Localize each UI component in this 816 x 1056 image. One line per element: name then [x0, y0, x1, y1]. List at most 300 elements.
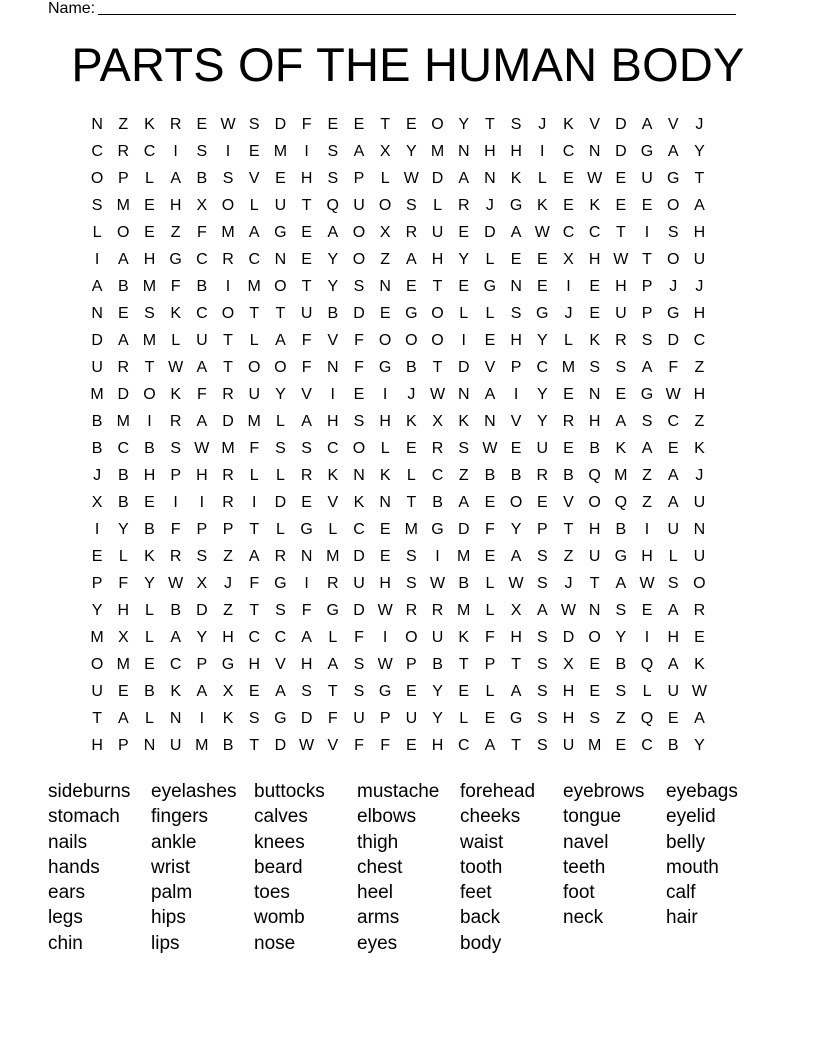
- grid-letter[interactable]: C: [693, 332, 706, 349]
- grid-letter[interactable]: L: [145, 629, 154, 646]
- grid-letter[interactable]: A: [327, 224, 339, 241]
- grid-letter[interactable]: A: [510, 224, 522, 241]
- grid-letter[interactable]: A: [301, 413, 312, 430]
- grid-letter[interactable]: S: [536, 710, 548, 727]
- grid-letter[interactable]: J: [93, 467, 102, 484]
- grid-letter[interactable]: S: [327, 143, 339, 160]
- grid-letter[interactable]: I: [540, 143, 545, 160]
- grid-letter[interactable]: T: [511, 737, 521, 754]
- grid-letter[interactable]: T: [380, 116, 391, 133]
- grid-letter[interactable]: J: [695, 116, 704, 133]
- grid-letter[interactable]: B: [196, 278, 208, 295]
- grid-letter[interactable]: U: [353, 197, 365, 214]
- grid-letter[interactable]: D: [117, 386, 130, 403]
- grid-letter[interactable]: E: [563, 170, 574, 187]
- grid-letter[interactable]: P: [196, 521, 208, 538]
- grid-letter[interactable]: F: [380, 737, 391, 754]
- grid-letter[interactable]: J: [564, 305, 573, 322]
- grid-letter[interactable]: R: [222, 467, 234, 484]
- grid-letter[interactable]: M: [457, 548, 471, 565]
- grid-letter[interactable]: A: [615, 575, 627, 592]
- grid-letter[interactable]: X: [379, 143, 391, 160]
- grid-letter[interactable]: G: [536, 305, 549, 322]
- grid-letter[interactable]: S: [275, 602, 286, 619]
- grid-letter[interactable]: A: [694, 197, 705, 214]
- grid-letter[interactable]: D: [222, 413, 234, 430]
- grid-letter[interactable]: B: [510, 467, 522, 484]
- grid-letter[interactable]: M: [221, 440, 235, 457]
- grid-letter[interactable]: E: [406, 278, 417, 295]
- grid-letter[interactable]: E: [248, 143, 260, 160]
- grid-letter[interactable]: O: [274, 278, 287, 295]
- grid-letter[interactable]: R: [536, 467, 549, 484]
- grid-letter[interactable]: A: [248, 224, 260, 241]
- grid-letter[interactable]: D: [484, 224, 496, 241]
- grid-letter[interactable]: T: [432, 359, 443, 376]
- grid-letter[interactable]: K: [458, 413, 470, 430]
- grid-letter[interactable]: B: [144, 521, 155, 538]
- grid-letter[interactable]: E: [144, 197, 155, 214]
- grid-letter[interactable]: S: [589, 359, 600, 376]
- grid-letter[interactable]: L: [145, 710, 154, 727]
- grid-letter[interactable]: F: [301, 116, 312, 133]
- grid-letter[interactable]: H: [431, 737, 444, 754]
- grid-letter[interactable]: A: [91, 278, 103, 295]
- grid-letter[interactable]: A: [615, 413, 627, 430]
- grid-letter[interactable]: D: [457, 521, 470, 538]
- grid-letter[interactable]: H: [300, 170, 313, 187]
- grid-letter[interactable]: S: [353, 683, 365, 700]
- grid-letter[interactable]: W: [429, 575, 446, 592]
- grid-letter[interactable]: N: [588, 602, 601, 619]
- grid-letter[interactable]: S: [536, 548, 548, 565]
- grid-letter[interactable]: R: [431, 440, 444, 457]
- grid-letter[interactable]: B: [91, 440, 103, 457]
- grid-letter[interactable]: M: [587, 737, 602, 754]
- grid-letter[interactable]: V: [275, 656, 286, 673]
- grid-letter[interactable]: X: [117, 629, 129, 646]
- grid-letter[interactable]: R: [327, 575, 339, 592]
- grid-letter[interactable]: Y: [694, 737, 705, 754]
- grid-letter[interactable]: K: [379, 467, 391, 484]
- grid-letter[interactable]: W: [639, 575, 655, 592]
- grid-letter[interactable]: E: [563, 440, 574, 457]
- grid-letter[interactable]: F: [354, 359, 364, 376]
- grid-letter[interactable]: O: [221, 305, 235, 322]
- grid-letter[interactable]: M: [430, 143, 445, 160]
- grid-letter[interactable]: N: [693, 521, 706, 538]
- grid-letter[interactable]: E: [144, 224, 155, 241]
- grid-letter[interactable]: A: [275, 683, 286, 700]
- grid-letter[interactable]: D: [353, 602, 365, 619]
- grid-letter[interactable]: P: [484, 656, 496, 673]
- grid-letter[interactable]: I: [566, 278, 571, 295]
- grid-letter[interactable]: I: [461, 332, 466, 349]
- grid-letter[interactable]: R: [274, 548, 287, 565]
- grid-letter[interactable]: W: [482, 440, 498, 457]
- grid-letter[interactable]: Y: [196, 629, 208, 646]
- grid-letter[interactable]: K: [406, 413, 417, 430]
- grid-letter[interactable]: M: [404, 521, 418, 538]
- grid-letter[interactable]: D: [562, 629, 575, 646]
- grid-letter[interactable]: O: [90, 170, 104, 187]
- grid-letter[interactable]: R: [457, 197, 470, 214]
- grid-letter[interactable]: A: [196, 413, 208, 430]
- grid-letter[interactable]: B: [222, 737, 234, 754]
- grid-letter[interactable]: T: [249, 602, 260, 619]
- grid-letter[interactable]: J: [485, 197, 494, 214]
- grid-letter[interactable]: V: [327, 737, 339, 754]
- grid-letter[interactable]: F: [485, 629, 495, 646]
- grid-letter[interactable]: M: [247, 278, 261, 295]
- grid-letter[interactable]: Y: [694, 143, 705, 160]
- grid-letter[interactable]: D: [274, 494, 287, 511]
- grid-letter[interactable]: S: [275, 440, 286, 457]
- grid-letter[interactable]: O: [352, 440, 366, 457]
- grid-letter[interactable]: W: [377, 656, 393, 673]
- grid-letter[interactable]: O: [666, 197, 680, 214]
- grid-letter[interactable]: O: [274, 359, 287, 376]
- grid-letter[interactable]: W: [587, 170, 603, 187]
- grid-letter[interactable]: P: [536, 521, 548, 538]
- grid-letter[interactable]: N: [353, 467, 365, 484]
- grid-letter[interactable]: H: [143, 467, 156, 484]
- grid-letter[interactable]: N: [484, 170, 496, 187]
- grid-letter[interactable]: N: [91, 305, 103, 322]
- grid-letter[interactable]: Y: [406, 143, 417, 160]
- grid-letter[interactable]: B: [667, 737, 679, 754]
- grid-letter[interactable]: A: [667, 494, 679, 511]
- grid-letter[interactable]: C: [248, 629, 260, 646]
- grid-letter[interactable]: G: [640, 386, 654, 403]
- grid-letter[interactable]: A: [170, 629, 181, 646]
- grid-letter[interactable]: E: [196, 116, 208, 133]
- grid-letter[interactable]: H: [300, 656, 313, 673]
- grid-letter[interactable]: O: [588, 629, 601, 646]
- grid-letter[interactable]: P: [379, 710, 391, 727]
- grid-letter[interactable]: X: [432, 413, 443, 430]
- grid-letter[interactable]: G: [614, 548, 628, 565]
- grid-letter[interactable]: Y: [432, 683, 443, 700]
- grid-letter[interactable]: Y: [510, 521, 522, 538]
- grid-letter[interactable]: O: [352, 251, 366, 268]
- grid-letter[interactable]: P: [222, 521, 234, 538]
- grid-letter[interactable]: V: [667, 116, 679, 133]
- grid-letter[interactable]: C: [196, 305, 208, 322]
- grid-letter[interactable]: N: [169, 710, 182, 727]
- grid-letter[interactable]: H: [588, 521, 601, 538]
- grid-letter[interactable]: L: [249, 467, 259, 484]
- grid-letter[interactable]: J: [538, 116, 547, 133]
- grid-letter[interactable]: A: [484, 386, 496, 403]
- grid-letter[interactable]: H: [169, 197, 182, 214]
- grid-letter[interactable]: Y: [458, 116, 470, 133]
- grid-letter[interactable]: U: [536, 440, 549, 457]
- grid-letter[interactable]: F: [301, 359, 312, 376]
- grid-letter[interactable]: E: [379, 521, 391, 538]
- grid-letter[interactable]: Y: [536, 332, 548, 349]
- grid-letter[interactable]: X: [563, 656, 574, 673]
- grid-letter[interactable]: W: [377, 602, 393, 619]
- grid-letter[interactable]: U: [562, 737, 575, 754]
- grid-letter[interactable]: L: [642, 683, 652, 700]
- grid-letter[interactable]: Z: [118, 116, 129, 133]
- grid-letter[interactable]: E: [144, 656, 155, 673]
- grid-letter[interactable]: S: [589, 710, 600, 727]
- grid-letter[interactable]: E: [353, 116, 365, 133]
- grid-letter[interactable]: W: [403, 170, 419, 187]
- grid-letter[interactable]: B: [170, 602, 181, 619]
- grid-letter[interactable]: E: [536, 494, 548, 511]
- grid-letter[interactable]: U: [431, 629, 444, 646]
- grid-letter[interactable]: U: [300, 305, 313, 322]
- grid-letter[interactable]: M: [326, 548, 340, 565]
- grid-letter[interactable]: L: [485, 575, 495, 592]
- grid-letter[interactable]: U: [693, 494, 706, 511]
- grid-letter[interactable]: G: [405, 305, 418, 322]
- grid-letter[interactable]: L: [275, 467, 285, 484]
- grid-letter[interactable]: M: [561, 359, 576, 376]
- grid-letter[interactable]: B: [458, 575, 470, 592]
- grid-letter[interactable]: H: [510, 143, 522, 160]
- grid-letter[interactable]: O: [431, 305, 444, 322]
- grid-letter[interactable]: T: [223, 359, 233, 376]
- grid-letter[interactable]: I: [199, 494, 205, 511]
- grid-letter[interactable]: B: [432, 656, 443, 673]
- grid-letter[interactable]: Z: [642, 494, 652, 511]
- grid-letter[interactable]: C: [91, 143, 103, 160]
- grid-letter[interactable]: G: [378, 683, 392, 700]
- grid-letter[interactable]: K: [615, 440, 627, 457]
- grid-letter[interactable]: A: [170, 170, 181, 187]
- grid-letter[interactable]: I: [513, 386, 519, 403]
- grid-letter[interactable]: K: [563, 116, 574, 133]
- grid-letter[interactable]: L: [328, 629, 338, 646]
- grid-letter[interactable]: D: [353, 548, 365, 565]
- grid-letter[interactable]: K: [327, 467, 339, 484]
- grid-letter[interactable]: V: [484, 359, 496, 376]
- grid-letter[interactable]: G: [378, 359, 392, 376]
- grid-letter[interactable]: N: [379, 494, 391, 511]
- grid-letter[interactable]: N: [327, 359, 339, 376]
- grid-letter[interactable]: M: [142, 278, 157, 295]
- grid-letter[interactable]: K: [458, 629, 470, 646]
- grid-letter[interactable]: E: [589, 683, 600, 700]
- grid-letter[interactable]: N: [484, 413, 496, 430]
- grid-letter[interactable]: S: [510, 116, 522, 133]
- grid-letter[interactable]: D: [615, 116, 627, 133]
- grid-letter[interactable]: U: [693, 251, 706, 268]
- grid-letter[interactable]: P: [170, 467, 181, 484]
- grid-letter[interactable]: U: [169, 737, 182, 754]
- grid-letter[interactable]: C: [588, 224, 601, 241]
- grid-letter[interactable]: T: [301, 197, 312, 214]
- grid-letter[interactable]: Y: [327, 251, 339, 268]
- grid-letter[interactable]: C: [248, 251, 260, 268]
- grid-letter[interactable]: R: [222, 251, 234, 268]
- grid-letter[interactable]: C: [327, 440, 339, 457]
- grid-letter[interactable]: E: [615, 197, 627, 214]
- grid-letter[interactable]: U: [693, 548, 706, 565]
- name-field[interactable]: [48, 0, 736, 20]
- grid-letter[interactable]: P: [91, 575, 103, 592]
- grid-letter[interactable]: Q: [588, 467, 601, 484]
- grid-letter[interactable]: H: [143, 251, 156, 268]
- grid-letter[interactable]: U: [615, 305, 627, 322]
- grid-letter[interactable]: H: [379, 575, 391, 592]
- grid-letter[interactable]: L: [275, 413, 285, 430]
- grid-letter[interactable]: S: [196, 143, 208, 160]
- grid-letter[interactable]: O: [431, 116, 444, 133]
- grid-letter[interactable]: H: [91, 737, 103, 754]
- grid-letter[interactable]: E: [301, 224, 312, 241]
- grid-letter[interactable]: Y: [91, 602, 103, 619]
- grid-letter[interactable]: S: [536, 575, 548, 592]
- grid-letter[interactable]: S: [641, 413, 653, 430]
- grid-letter[interactable]: K: [510, 170, 522, 187]
- grid-letter[interactable]: U: [353, 710, 365, 727]
- grid-letter[interactable]: O: [247, 359, 261, 376]
- grid-letter[interactable]: S: [170, 440, 181, 457]
- grid-letter[interactable]: L: [249, 197, 259, 214]
- grid-letter[interactable]: R: [693, 602, 706, 619]
- grid-letter[interactable]: B: [615, 521, 627, 538]
- grid-letter[interactable]: S: [327, 170, 339, 187]
- grid-letter[interactable]: F: [170, 521, 181, 538]
- grid-letter[interactable]: S: [536, 737, 548, 754]
- grid-letter[interactable]: O: [405, 332, 418, 349]
- grid-letter[interactable]: E: [301, 494, 312, 511]
- grid-letter[interactable]: S: [406, 548, 417, 565]
- grid-letter[interactable]: E: [91, 548, 103, 565]
- grid-letter[interactable]: J: [224, 575, 233, 592]
- grid-letter[interactable]: Y: [536, 413, 548, 430]
- grid-letter[interactable]: Z: [694, 359, 705, 376]
- grid-letter[interactable]: C: [457, 737, 470, 754]
- grid-letter[interactable]: U: [274, 197, 287, 214]
- grid-letter[interactable]: P: [117, 737, 129, 754]
- grid-letter[interactable]: S: [91, 197, 103, 214]
- grid-letter[interactable]: O: [378, 332, 392, 349]
- grid-letter[interactable]: M: [90, 629, 104, 646]
- grid-letter[interactable]: L: [485, 602, 495, 619]
- grid-letter[interactable]: E: [667, 440, 679, 457]
- grid-letter[interactable]: B: [117, 467, 129, 484]
- grid-letter[interactable]: T: [458, 656, 469, 673]
- grid-letter[interactable]: C: [431, 467, 444, 484]
- grid-letter[interactable]: C: [562, 143, 575, 160]
- grid-letter[interactable]: D: [274, 116, 287, 133]
- grid-letter[interactable]: L: [92, 224, 102, 241]
- grid-letter[interactable]: P: [196, 656, 208, 673]
- grid-letter[interactable]: H: [588, 251, 601, 268]
- grid-letter[interactable]: C: [667, 413, 679, 430]
- grid-letter[interactable]: E: [406, 737, 417, 754]
- grid-letter[interactable]: I: [173, 494, 178, 511]
- grid-letter[interactable]: S: [301, 440, 312, 457]
- grid-letter[interactable]: S: [641, 332, 653, 349]
- grid-letter[interactable]: F: [170, 278, 181, 295]
- grid-letter[interactable]: O: [509, 494, 523, 511]
- grid-letter[interactable]: L: [328, 521, 338, 538]
- grid-letter[interactable]: F: [118, 575, 129, 592]
- grid-letter[interactable]: M: [90, 386, 104, 403]
- grid-letter[interactable]: E: [589, 656, 600, 673]
- grid-letter[interactable]: S: [458, 440, 470, 457]
- grid-letter[interactable]: E: [353, 386, 365, 403]
- grid-letter[interactable]: M: [195, 737, 209, 754]
- grid-letter[interactable]: E: [248, 683, 260, 700]
- grid-letter[interactable]: H: [431, 251, 444, 268]
- grid-letter[interactable]: R: [117, 359, 130, 376]
- grid-letter[interactable]: R: [405, 602, 418, 619]
- grid-letter[interactable]: C: [641, 737, 653, 754]
- grid-letter[interactable]: K: [144, 116, 155, 133]
- grid-letter[interactable]: D: [667, 332, 679, 349]
- grid-letter[interactable]: H: [379, 413, 391, 430]
- grid-letter[interactable]: B: [91, 413, 103, 430]
- grid-letter[interactable]: I: [147, 413, 152, 430]
- grid-letter[interactable]: X: [379, 224, 391, 241]
- grid-letter[interactable]: O: [352, 224, 366, 241]
- grid-letter[interactable]: S: [536, 629, 548, 646]
- grid-letter[interactable]: P: [117, 170, 129, 187]
- grid-letter[interactable]: Z: [563, 548, 574, 565]
- grid-letter[interactable]: H: [588, 413, 601, 430]
- grid-letter[interactable]: E: [406, 440, 417, 457]
- grid-letter[interactable]: T: [249, 305, 260, 322]
- grid-letter[interactable]: I: [435, 548, 440, 565]
- grid-letter[interactable]: O: [90, 656, 104, 673]
- grid-letter[interactable]: Q: [640, 656, 654, 673]
- grid-letter[interactable]: O: [221, 197, 235, 214]
- grid-letter[interactable]: S: [248, 710, 260, 727]
- grid-letter[interactable]: V: [327, 494, 339, 511]
- grid-letter[interactable]: Y: [275, 386, 286, 403]
- grid-letter[interactable]: G: [483, 278, 497, 295]
- grid-letter[interactable]: G: [274, 224, 287, 241]
- grid-letter[interactable]: U: [91, 359, 103, 376]
- grid-letter[interactable]: I: [382, 629, 388, 646]
- grid-letter[interactable]: O: [588, 494, 601, 511]
- grid-letter[interactable]: O: [431, 332, 444, 349]
- grid-letter[interactable]: Z: [694, 413, 705, 430]
- grid-letter[interactable]: E: [615, 170, 627, 187]
- grid-letter[interactable]: W: [429, 386, 446, 403]
- grid-letter[interactable]: R: [222, 386, 234, 403]
- grid-letter[interactable]: B: [144, 683, 155, 700]
- grid-letter[interactable]: T: [406, 494, 417, 511]
- grid-letter[interactable]: W: [691, 683, 707, 700]
- grid-letter[interactable]: A: [248, 548, 260, 565]
- grid-letter[interactable]: W: [299, 737, 315, 754]
- grid-letter[interactable]: A: [641, 440, 653, 457]
- grid-letter[interactable]: B: [117, 278, 129, 295]
- grid-letter[interactable]: S: [248, 116, 260, 133]
- grid-letter[interactable]: E: [327, 116, 339, 133]
- grid-letter[interactable]: S: [222, 170, 234, 187]
- grid-letter[interactable]: Y: [536, 386, 548, 403]
- grid-letter[interactable]: E: [536, 278, 548, 295]
- grid-letter[interactable]: H: [562, 683, 575, 700]
- grid-letter[interactable]: I: [382, 386, 388, 403]
- grid-letter[interactable]: W: [220, 116, 236, 133]
- grid-letter[interactable]: T: [275, 305, 286, 322]
- grid-letter[interactable]: F: [354, 332, 364, 349]
- grid-letter[interactable]: W: [194, 440, 210, 457]
- grid-letter[interactable]: A: [694, 710, 705, 727]
- grid-letter[interactable]: D: [353, 305, 365, 322]
